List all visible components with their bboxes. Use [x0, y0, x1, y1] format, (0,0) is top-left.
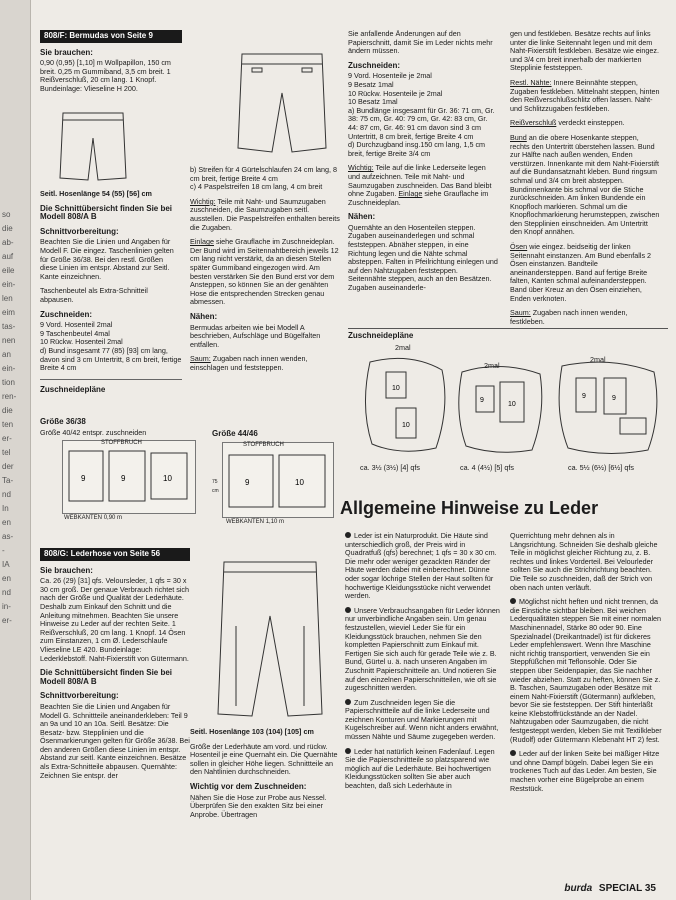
cut-title: Zuschneiden: [40, 309, 93, 319]
insert-label: Einlage [190, 237, 214, 247]
adjacent-page-word: er- [2, 434, 12, 443]
insert-label-right: Einlage [398, 189, 423, 199]
page-footer [564, 883, 656, 894]
leather-pants-left-column [40, 548, 190, 786]
you-need-text: 0,90 (0,95) [1,10] m Wollpapillon, 150 cm breit. 0,25 m Gummiband, 3,5 cm breit. 1 Reißverschluß, 20 cm lang. 1 Knopf. Bundeinlage: Vlieseline H 200. [40, 58, 171, 93]
cutting-plan-size-b [222, 442, 334, 518]
lp-overview-title: Die Schnittübersicht finden Sie bei Modell 808/A B [40, 668, 173, 686]
hem-label: Saum: [190, 354, 211, 364]
leather-hide-plans [350, 352, 670, 458]
leather-notes-col1 [345, 532, 500, 797]
adjacent-page-word: Ta- [2, 476, 14, 485]
adjacent-page-word: tion [2, 378, 15, 387]
lp-mid-text: Größe der Lederhäute am vord. und rückw. Hosenteil je eine Quernaht ein. Die Quernähte sollen in gleicher Höhe liegen. Schnittteile an den Nahtlinien durchschneiden. [190, 741, 338, 777]
eyelet-text: wie eingez. beidseitig der linken Seitennaht einstanzen. Am Bund ebenfalls 2 Ösen einstanzen. Bandteile aneinandersteppen. Band auf fertige Breite falten, Kanten schmal aufeinandersteppen. Band über Kreuz an den Ösen einziehen, Enden verknoten. [510, 242, 652, 303]
leather-pants-mid-column [190, 728, 340, 825]
cut-line: a) Bundlänge insgesamt für Gr. 36: 71 cm, Gr. 38: 75 cm, Gr. 40: 79 cm, Gr. 42: 83 cm, Gr. 44: 87 cm, Gr. 46: 91 cm davon sind 3 cm Untertritt, 8 cm breit, fertige Breite 4 cm [348, 105, 495, 141]
adjacent-page-edge [0, 0, 31, 900]
webkanten-label-a: WEBKANTEN [64, 515, 103, 521]
leather-notes-col2 [510, 532, 662, 799]
svg-text:10: 10 [392, 385, 400, 392]
leather-pants-drawing [200, 556, 340, 722]
svg-text:9: 9 [245, 478, 250, 487]
cut-title-right: Zuschneiden: [348, 60, 401, 70]
sew-title: Nähen: [190, 311, 218, 321]
size-a-note: Größe 40/42 entspr. zuschneiden [40, 427, 147, 437]
footer-brand: burda [564, 883, 593, 894]
svg-text:9: 9 [480, 397, 484, 404]
important-label-right: Wichtig: [348, 163, 374, 173]
cut-line: d) Bund insgesamt 77 (85) [93] cm lang, davon sind 3 cm Untertritt, 8 cm breit, fertige Breite 4 cm [40, 345, 182, 373]
bullet-icon [345, 532, 351, 538]
hem-text: Zugaben nach innen wenden, einschlagen und feststeppen. [190, 354, 308, 372]
shorts-illustration [48, 108, 138, 186]
size-a-title-block [40, 412, 190, 437]
plan-caption-1: ca. 3½ (3½) [4] qfs [360, 463, 420, 472]
cut-line: 9 Vord. Hosenteil 2mal [40, 320, 113, 330]
adjacent-page-word: eile [2, 266, 15, 275]
right-plans-title: Zuschneidepläne [348, 328, 668, 341]
bermuda-length-label: Seitl. Hosenlänge 54 (55) [56] cm [40, 189, 152, 198]
adjacent-page-word: eim [2, 308, 15, 317]
lp-prep-text: Beachten Sie die Linien und Angaben für Modell G. Schnittteile aneinanderkleben: Teil 9 an 9a und 10 an 10a. Seitl. Besätze: Die Besatz- bzw. Stepplinien und die Ösenmarkierungen gelten für Größe 36/38. Bei den anderen Größen diese Linien im entspr. Abstand zur seitl. Kante einzeichnen. Besätze als Extra-Schnitteile abpausen. Quernähte: Zeichnen Sie entspr. der [40, 701, 190, 780]
cut-line: 10 Rückw. Hosenteile je 2mal [348, 88, 443, 98]
cut-line: 10 Besatz 1mal [348, 97, 398, 107]
note-paragraph: Querrichtung mehr dehnen als in Längsrichtung. Schneiden Sie deshalb gleiche Teile in möglichst gleicher Richtung zu, z. B. rechtes und linkes Vorderteil. Bei Velourleder sollten Sie auch die Strichrichtung beachten. Die Teile so zuschneiden, daß der Strich von oben nach unten verläuft. [510, 531, 658, 592]
important-text-right: Teile auf die linke Lederseite legen und aufzeichnen. Teile mit Naht- und Saumzugaben zuschneiden. Das Band bleibt ohne Zugaben. [348, 163, 492, 199]
lp-prep-title: Schnittvorbereitung: [40, 691, 119, 701]
note-paragraph: Leder auf der linken Seite bei mäßiger Hitze und ohne Dampf bügeln. Dabei legen Sie ein trockenes Tuch auf das Leder. Am besten, Sie machen vorher eine Bügelprobe an einem Reststück. [510, 749, 660, 793]
bullet-icon [345, 748, 351, 754]
adjacent-page-word: ein- [2, 280, 16, 289]
bullet-icon [345, 699, 351, 705]
sew-text: Bermudas arbeiten wie bei Modell A beschrieben, Aufschläge und Bügelfalten entfallen. [190, 322, 321, 349]
svg-text:9: 9 [582, 393, 586, 400]
note-paragraph: Leder hat natürlich keinen Fadenlauf. Legen Sie die Papierschnittteile so platzsparend wie möglich auf die Lederhäute. Bei hochwertigen Kleidungsstücken sollten Sie aber auch beachten, daß sich Lederhäute in [345, 746, 495, 791]
plan-b-footer [226, 518, 336, 527]
adjacent-page-word: as- [2, 532, 14, 541]
adjacent-page-word: nen [2, 336, 16, 345]
sew-title-right: Nähen: [348, 212, 376, 222]
adjacent-page-word: ren- [2, 392, 17, 401]
note-paragraph: Leder ist ein Naturprodukt. Die Häute sind unterschiedlich groß, der Preis wird in Quadratfuß (qfs) berechnet; 1 qfs = 30 x 30 cm. Die mehr oder weniger gezackten Ränder der Häute werden dabei mit einberechnet. Dünne oder sogar löchrige Stellen der Haut sollten für hochwertige Kleidungsstücke nicht verwendet werden. [345, 531, 497, 601]
plan-a-footer [64, 514, 196, 523]
rest-text: Innere Beinnähte steppen, Zugaben festkleben. Mittelnaht steppen, hinten den Reißverschlußschlitz offen lassen. Naht- und Schlitzzugaben festkleben. [510, 77, 660, 113]
svg-text:10: 10 [163, 474, 172, 483]
right-plans-title-block [348, 322, 668, 343]
plan-caption-3: ca. 5½ (6½) [6½] qfs [568, 463, 634, 472]
svg-text:9: 9 [612, 395, 616, 402]
adjacent-page-word: die [2, 224, 13, 233]
adjacent-page-word: en [2, 574, 11, 583]
section-header-lederhose: 808/G: Lederhose von Seite 56 [40, 548, 190, 561]
stoffbruch-label-a: STOFFBRUCH [101, 440, 142, 446]
leather-pants-instructions-2 [510, 30, 660, 332]
lp-important-title: Wichtig vor dem Zuschneiden: [190, 781, 307, 791]
adjacent-page-word: - [2, 546, 5, 555]
note-paragraph: Unsere Verbrauchsangaben für Leder können nur unverbindliche Angaben sein. Um genau festzustellen, wieviel Leder Sie für ein Kleidungsstück brauchen, nehmen Sie den kompletten Papierschnitt zum Einkauf mit. Fertigen Sie sich auch für gerade Teile wie z. B. Bund, Gürtel u. ä. nach unseren Angaben im Zuschnitt Papierschnitteile an. Und notieren Sie auf den einzelnen Papierschnitteilen, wie oft sie zugeschnitten werden. [345, 605, 500, 693]
prep-title: Schnittvorbereitung: [40, 226, 119, 236]
lp-size-label: Seitl. Hosenlänge 103 (104) [105] cm [190, 727, 314, 736]
svg-text:9: 9 [121, 474, 126, 483]
webkanten-label-b: WEBKANTEN [226, 519, 265, 525]
adjacent-page-word: an [2, 350, 11, 359]
adjacent-page-word: ein- [2, 364, 16, 373]
prep-text: Beachten Sie die Linien und Angaben für Modell F. Die eingez. Taschenlinien gelten für Größe 36/38. Bei den restl. Größen diese Linien im entspr. Abstand zur Seitl. Kante einzeichnen. [40, 237, 174, 281]
adjacent-page-word: In [2, 504, 9, 513]
overview-title: Die Schnittübersicht finden Sie bei Modell 808/A B [40, 203, 173, 222]
note-paragraph: Möglichst nicht heften und nicht trennen, da die Einstiche sichtbar bleiben. Bei weichen Lederqualitäten steppen Sie mit einer normalen Maschinennadel, Stärke 80 oder 90. Eine Spezialnadel (Dreikantnadel) ist für dickeres Leder empfehlenswert. Wenn Ihre Maschine nicht richtig transportiert, verwenden Sie ein Steppfüßchen mit Teflonsohle. Oder Sie steppen über Seidenpapier, das Sie nachher wieder abziehen. Statt zu heften, können Sie z. B. Taschen, Saumzugaben oder Besätze mit einem Naht-Fixierstift (Gütermann) aufkleben, bevor Sie sie feststeppen. Der Stift hinterläßt keine Klebstoffrückstände an der Nadel. Nahtzugaben oder Saumzugaben, die nicht festgesteppt werden, kleben Sie mit Textilkleber (Rudolf) oder Gütermann Klebenaht HT 2) fest. [510, 597, 662, 744]
note-paragraph: Zum Zuschneiden legen Sie die Papierschnittteile auf die linke Lederseite und zeichnen Konturen und Markierungen mit Kugelschreiber auf. Wenn nicht anders erwähnt, müssen Nähte und Säume zugegeben werden. [345, 697, 499, 742]
bermudas-left-column [40, 30, 182, 100]
stoffbruch-label-b: STOFFBRUCH [243, 442, 284, 448]
adjacent-page-word: tas- [2, 322, 16, 331]
adjacent-page-word: die [2, 406, 13, 415]
plan-caption-2: ca. 4 (4½) [5] qfs [460, 463, 514, 472]
cutting-plan-a-shapes [63, 441, 195, 513]
width-label-a: 0,90 m [103, 515, 123, 521]
plans-title: Zuschneidepläne [40, 384, 106, 394]
adjacent-page-word: len [2, 294, 13, 303]
bermuda-shorts-drawing [222, 48, 342, 158]
bermudas-mid-column [190, 166, 340, 378]
footer-special: SPECIAL [598, 883, 643, 894]
adjacent-page-word: en [2, 518, 11, 527]
bullet-icon [510, 750, 516, 756]
dim-b: 75 cm [212, 479, 219, 494]
insert-text-right: siehe Grauflache im Zuschneideplan. [348, 189, 489, 207]
size-b-title: Größe 44/46 [212, 429, 258, 438]
eyelet-label: Ösen [510, 242, 528, 252]
leather-notes-title: Allgemeine Hinweise zu Leder [340, 498, 599, 518]
zip-label: Reißverschluß [510, 118, 557, 128]
leather-pants-instructions-1 [348, 30, 498, 299]
adjacent-page-word: ab- [2, 238, 14, 247]
adjacent-page-word: IA [2, 560, 10, 569]
lp-you-need-text: Ca. 26 (29) [31] qfs. Veloursleder, 1 qfs = 30 x 30 cm groß. Der genaue Verbrauch richtet sich nach der Größe und Qualität der Lederhäute. Deshalb zum Einkauf den Schnitt und die Anleitung mitnehmen. Beachten Sie unsere Hinweise zu Leder auf der rechten Seite. 1 Reißverschluß, 20 cm lang. 1 Knopf. 14 Ösen zum Einstanzen, 1 cm Ø. Lederschlaufe Vlieseline LE 420. Bundeinlage: Lederklebstoff. Naht-Fixierstift von Gütermann. [40, 576, 190, 663]
svg-text:10: 10 [402, 422, 410, 429]
bullet-icon [345, 607, 351, 613]
size-a-title: Größe 36/38 [40, 417, 86, 426]
zip-text: verdeckt einsteppen. [558, 118, 625, 128]
adjacent-page-word: ten [2, 420, 14, 429]
intro-text: Sie anfallende Änderungen auf den Papierschnitt, damit Sie im Leder nichts mehr ändern müssen. [348, 29, 493, 56]
adjacent-page-word: nd [2, 490, 11, 499]
adjacent-page-word: tel [2, 448, 11, 457]
prep-text-2: Taschenbeutel als Extra-Schnitteil abpausen. [40, 286, 148, 304]
cut-line: 9 Vord. Hosenteile je 2mal [348, 71, 432, 81]
adjacent-page-word: auf [2, 252, 14, 261]
plan-label-3: 2mal [590, 355, 606, 364]
divider [40, 379, 182, 380]
rest-label: Restl. Nähte: [510, 77, 552, 87]
important-text: Teile mit Naht- und Saumzugaben zuschneiden, die Saumzugaben seitl. ausstellen. Die Paspelstreifen enthalten bereits die Zugaben. [190, 196, 340, 232]
size-b-title-block [212, 424, 332, 441]
svg-text:10: 10 [295, 478, 304, 487]
cut-line: 9 Besatz 1mal [348, 79, 394, 89]
bermudas-left-column-2 [40, 190, 182, 396]
adjacent-page-word: in- [2, 602, 11, 611]
extra-line: b) Streifen für 4 Gürtelschlaufen 24 cm lang, 8 cm breit, fertige Breite 4 cm [190, 165, 338, 183]
far-right-text: gen und festkleben. Besätze rechts auf links unter die linke Seitennaht legen und mit dem Naht-Fixierstift festkleben. Besätze wie eingez. und 3/4 cm breit innerhalb der markierten Stepplinie feststeppen. [510, 29, 660, 73]
insert-text: siehe Grauflache im Zuschneideplan. Der Bund wird im Seitennahtbereich jeweils 12 cm lang nicht verstärkt, da an diesen Stellen später Gummiband eingezogen wird. Am besten verstärken Sie den Bund erst vor dem Ansteppen, so können Sie an der genähten Hose die entsprechenden Strecken genau abmessen. [190, 237, 339, 307]
adjacent-page-word: er- [2, 616, 12, 625]
width-label-b: 1,10 m [265, 519, 285, 525]
cut-line: 9 Taschenbeutel 4mal [40, 328, 110, 338]
extra-line: c) 4 Paspelstreifen 18 cm lang, 4 cm breit [190, 182, 323, 192]
adjacent-page-word: nd [2, 588, 11, 597]
lp-you-need-title: Sie brauchen: [40, 565, 93, 575]
cutting-plan-b-shapes [223, 443, 333, 517]
plan-label-2: 2mal [484, 361, 500, 370]
hem-label-right: Saum: [510, 308, 531, 318]
cut-line: 10 Rückw. Hosenteil 2mal [40, 337, 123, 347]
cutting-plan-size-a [62, 440, 196, 514]
sew-text-right: Quernähte an den Hosenteilen steppen. Zugaben auseinanderlegen und schmal feststeppen. Abnäher steppen, in eine Richtung legen und die Nähte schmal absteppen. Falten in Pfeilrichtung einlegen und auf den Nahtzugaben feststeppen. Seitennähte steppen, auch an den Besätzen. Zugaben auseinanderle- [348, 222, 498, 293]
adjacent-page-word: so [2, 210, 11, 219]
svg-text:9: 9 [81, 474, 86, 483]
section-header-bermudas: 808/F: Bermudas von Seite 9 [40, 30, 182, 43]
you-need-title: Sie brauchen: [40, 47, 93, 57]
page-number: 35 [644, 883, 656, 894]
bullet-icon [510, 598, 516, 604]
lp-important-text: Nähen Sie die Hose zur Probe aus Nessel. Überprüfen Sie den exakten Sitz bei einer Anprobe. Übertragen [190, 792, 327, 819]
hem-text-right: Zugaben nach innen wenden, festkleben. [510, 308, 628, 326]
important-label: Wichtig: [190, 196, 216, 206]
band-label: Bund [510, 132, 527, 142]
adjacent-page-word: der [2, 462, 14, 471]
band-text: an die obere Hosenkante steppen, rechts den Untertritt überstehen lassen. Bund zur Hälfte nach außen wenden, Enden verstürzen. Innenkante mit dem Naht-Fixierstift auf die Bundansatznaht kleben. Bund ringsum schmal und 3/4 cm breit absteppen. Bundinnenkante bis schmal vor die Stiche zurückschneiden. Am linken Bundende ein Knopfloch markieren. Schmal um die Knopflochmarkierung herumsteppen, zwischen den Stepplinien einschneiden. Am Untertritt den Knopf annähen. [510, 132, 660, 237]
cut-line: d) Durchzugband insg.150 cm lang, 1,5 cm breit, fertige Breite 3/4 cm [348, 140, 486, 158]
plan-label-1: 2mal [395, 343, 411, 352]
svg-text:10: 10 [508, 401, 516, 408]
